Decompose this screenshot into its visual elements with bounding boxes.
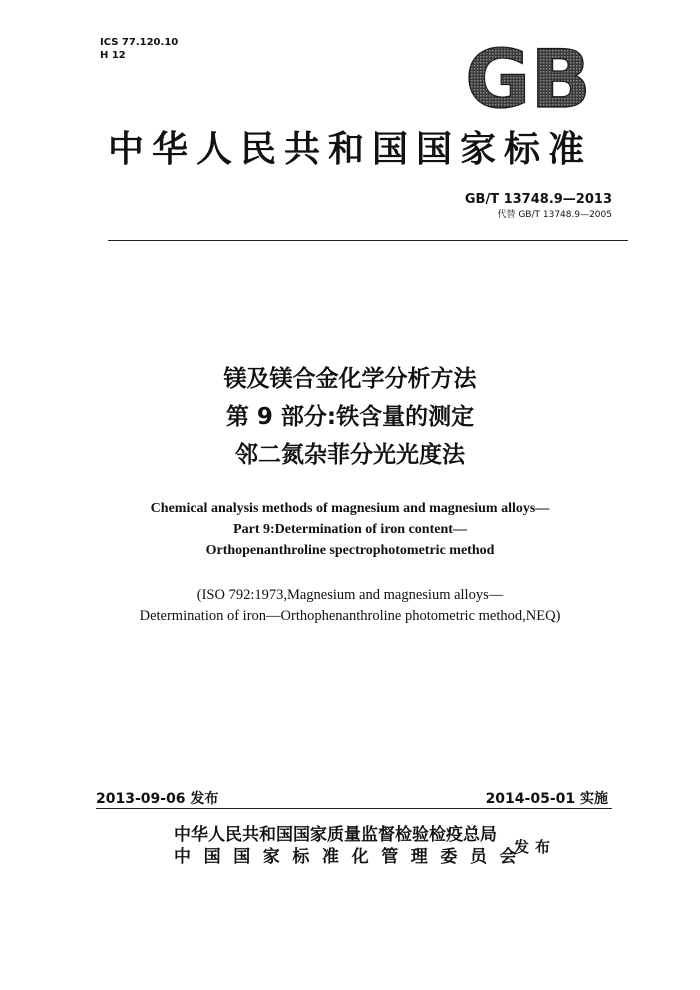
standard-type-title: 中华人民共和国国家标准	[107, 129, 592, 170]
chinese-title-line-2: 第 9 部分:铁含量的测定	[225, 404, 475, 430]
publish-label: 发布	[514, 838, 557, 856]
standard-number-block	[465, 192, 612, 221]
iso-reference-line-2: Determination of iron—Orthophenanthroline photometric method,NEQ)	[139, 608, 561, 624]
iso-reference	[90, 585, 610, 627]
implementation-date: 2014-05-01 实施	[485, 791, 608, 807]
issuing-authorities	[174, 824, 529, 868]
issue-date: 2013-09-06 发布	[96, 791, 219, 807]
english-title	[100, 498, 600, 561]
ccs-code: H 12	[100, 50, 126, 61]
classification-codes	[100, 36, 178, 62]
chinese-title-line-1: 镁及镁合金化学分析方法	[223, 366, 477, 392]
ics-code: ICS 77.120.10	[100, 37, 179, 48]
standard-number: GB/T 13748.9—2013	[464, 192, 612, 207]
english-title-line-2: Part 9:Determination of iron content—	[233, 522, 467, 537]
iso-reference-line-1: (ISO 792:1973,Magnesium and magnesium alloys—	[196, 587, 504, 603]
issuer-sac: 中国国家标准化管理委员会	[174, 847, 530, 867]
chinese-title	[110, 360, 590, 474]
gb-logo	[462, 44, 594, 114]
chinese-title-line-3: 邻二氮杂菲分光光度法	[235, 442, 465, 468]
header-divider	[108, 240, 628, 241]
issuer-aqsiq: 中华人民共和国国家质量监督检验检疫总局	[174, 825, 497, 845]
english-title-line-3: Orthopenanthroline spectrophotometric method	[205, 543, 495, 558]
footer-divider	[96, 808, 612, 809]
replaces-standard: 代替 GB/T 13748.9—2005	[497, 210, 612, 220]
english-title-line-1: Chemical analysis methods of magnesium and magnesium alloys—	[150, 501, 550, 516]
gb-logo-text: GB	[465, 44, 591, 114]
